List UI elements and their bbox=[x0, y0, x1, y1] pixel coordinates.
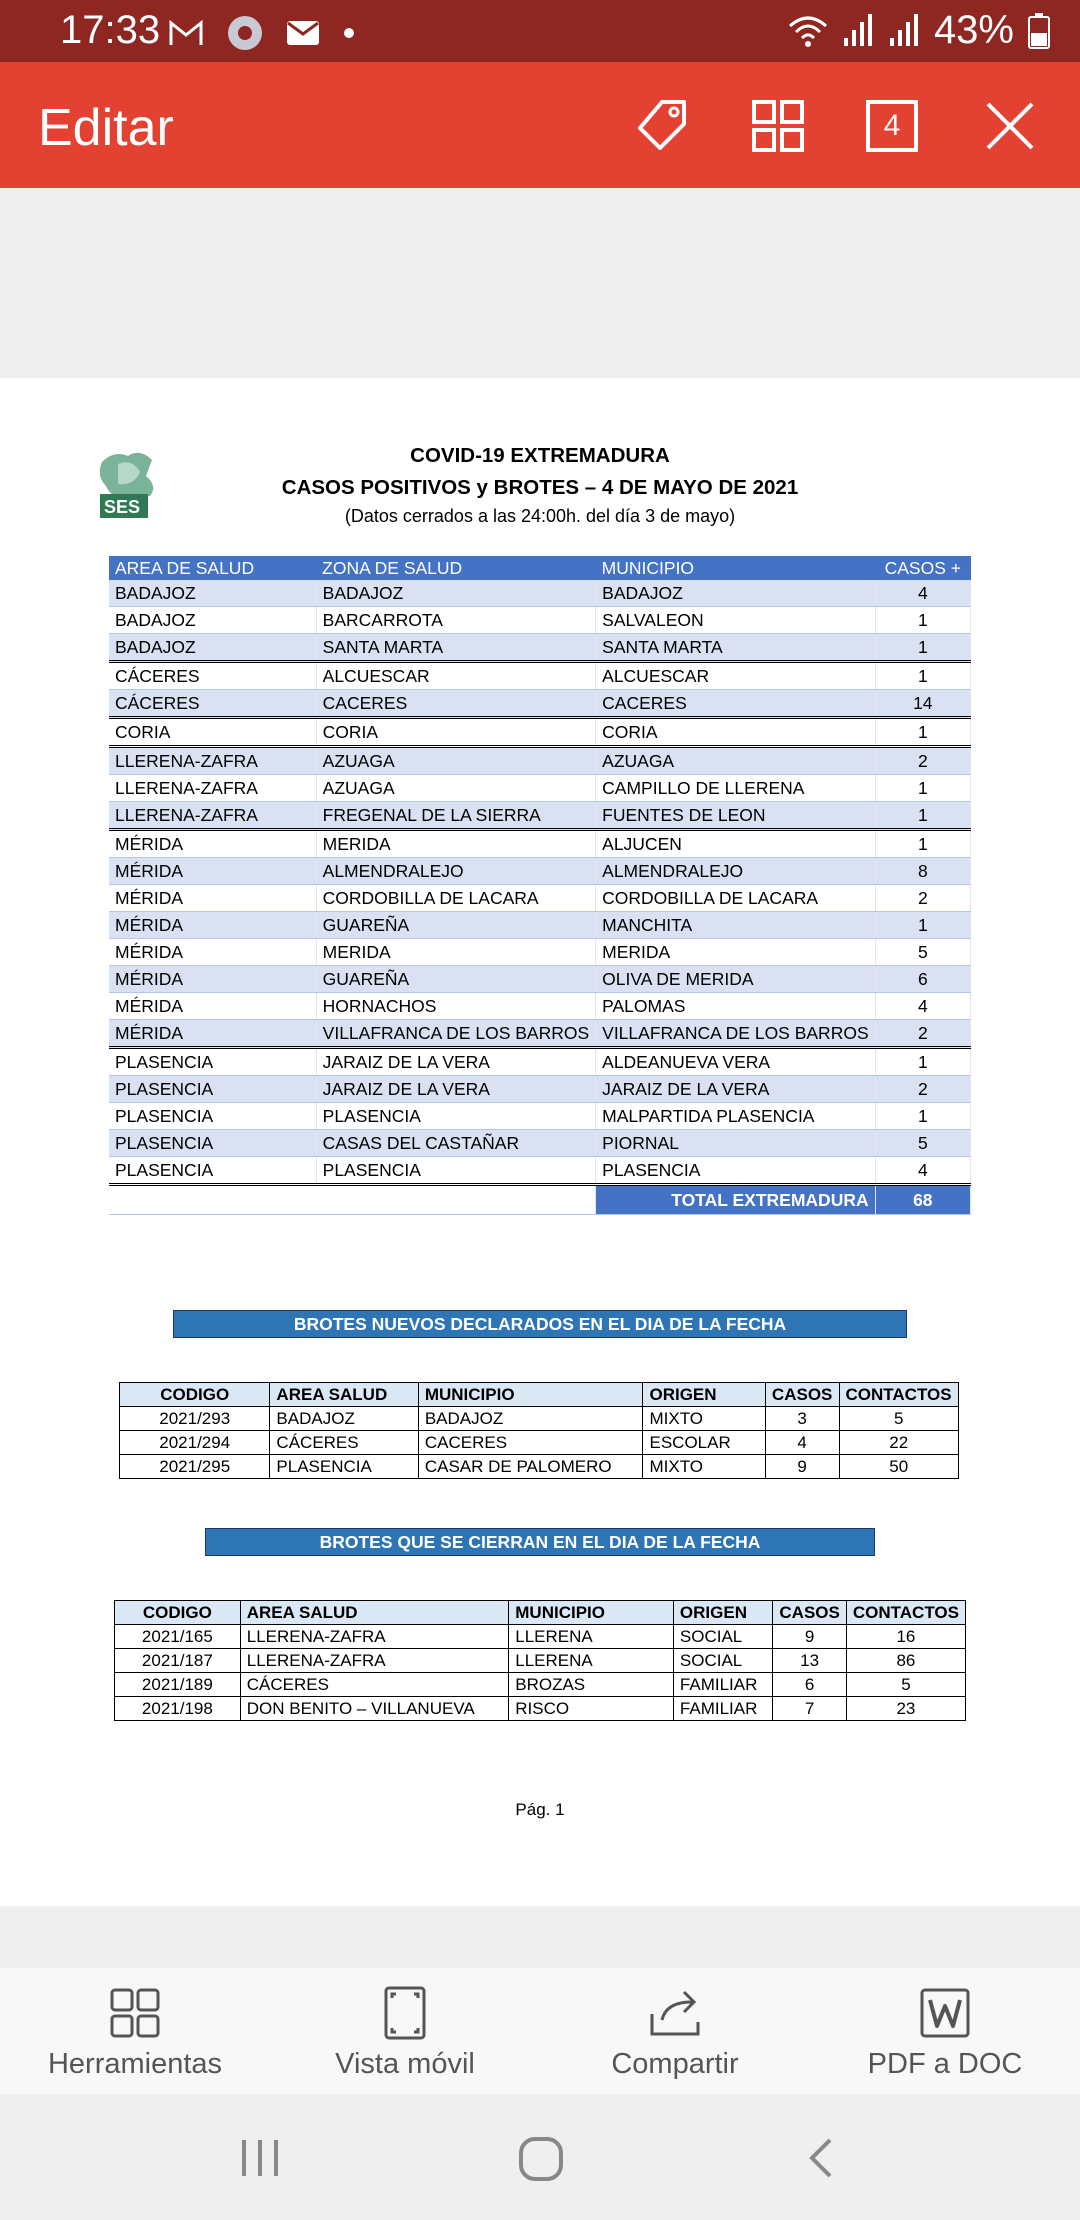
cases-cell: LLERENA-ZAFRA bbox=[109, 747, 316, 775]
table-row bbox=[109, 885, 971, 912]
cases-cell: JARAIZ DE LA VERA bbox=[316, 1076, 595, 1103]
outbreak-cell: MIXTO bbox=[643, 1455, 765, 1479]
new-outbreaks-table bbox=[119, 1382, 959, 1479]
pdf-to-doc-button[interactable] bbox=[810, 1986, 1080, 2081]
outbreak-header-cell: MUNICIPIO bbox=[418, 1383, 643, 1407]
cases-cell: MANCHITA bbox=[596, 912, 875, 939]
outbreak-cell: 2021/189 bbox=[115, 1673, 241, 1697]
outbreak-cell: 9 bbox=[765, 1455, 839, 1479]
outbreak-cell: 9 bbox=[773, 1625, 846, 1649]
table-row bbox=[109, 830, 971, 858]
cases-cell: 2 bbox=[875, 1020, 970, 1048]
cases-cell: MALPARTIDA PLASENCIA bbox=[596, 1103, 875, 1130]
cases-cell: CÁCERES bbox=[109, 690, 316, 718]
outbreak-header-cell: CODIGO bbox=[115, 1601, 241, 1625]
table-row bbox=[115, 1649, 966, 1673]
outbreak-cell: SOCIAL bbox=[673, 1625, 773, 1649]
cases-cell: FREGENAL DE LA SIERRA bbox=[316, 802, 595, 830]
cases-cell: SALVALEON bbox=[596, 607, 875, 634]
cases-cell: 1 bbox=[875, 775, 970, 802]
outbreak-cell: 22 bbox=[839, 1431, 959, 1455]
outbreak-cell: 2021/294 bbox=[120, 1431, 270, 1455]
table-row bbox=[109, 993, 971, 1020]
cases-cell: 2 bbox=[875, 885, 970, 912]
gmail-icon bbox=[168, 19, 204, 47]
cases-cell: 2 bbox=[875, 747, 970, 775]
cases-cell: 5 bbox=[875, 1130, 970, 1157]
table-row bbox=[109, 1103, 971, 1130]
cases-cell: PLASENCIA bbox=[109, 1048, 316, 1076]
home-icon[interactable] bbox=[518, 2136, 564, 2182]
cases-cell: 1 bbox=[875, 718, 970, 747]
total-value: 68 bbox=[875, 1185, 970, 1215]
outbreak-cell: 2021/187 bbox=[115, 1649, 241, 1673]
cases-cell: 1 bbox=[875, 607, 970, 634]
cases-cell: FUENTES DE LEON bbox=[596, 802, 875, 830]
outbreak-cell: 5 bbox=[846, 1673, 965, 1697]
cases-cell: 1 bbox=[875, 830, 970, 858]
cases-cell: PLASENCIA bbox=[109, 1157, 316, 1185]
closed-outbreaks-table bbox=[114, 1600, 966, 1721]
outbreak-cell: BROZAS bbox=[509, 1673, 674, 1697]
cases-cell: ALMENDRALEJO bbox=[596, 858, 875, 885]
cases-cell: MÉRIDA bbox=[109, 885, 316, 912]
cases-cell: 1 bbox=[875, 1048, 970, 1076]
outbreak-cell: 50 bbox=[839, 1455, 959, 1479]
outbreak-cell: LLERENA-ZAFRA bbox=[240, 1649, 509, 1673]
doc-title-line2: CASOS POSITIVOS y BROTES – 4 DE MAYO DE 2021 bbox=[281, 476, 799, 499]
cases-cell: 4 bbox=[875, 993, 970, 1020]
table-row bbox=[109, 1048, 971, 1076]
outbreak-cell: LLERENA bbox=[509, 1625, 674, 1649]
cases-cell: 2 bbox=[875, 1076, 970, 1103]
cases-cell: MERIDA bbox=[596, 939, 875, 966]
viewer-background-bottom bbox=[0, 1906, 1080, 1968]
total-label: TOTAL EXTREMADURA bbox=[596, 1185, 875, 1215]
outbreak-cell: 2021/295 bbox=[120, 1455, 270, 1479]
cases-cell: MÉRIDA bbox=[109, 858, 316, 885]
cases-cell: GUAREÑA bbox=[316, 966, 595, 993]
cases-cell: 1 bbox=[875, 802, 970, 830]
cases-cell: AZUAGA bbox=[596, 747, 875, 775]
wifi-icon bbox=[788, 14, 828, 48]
mobile-view-button[interactable] bbox=[270, 1986, 540, 2081]
outbreak-header-cell: CONTACTOS bbox=[839, 1383, 959, 1407]
cases-cell: 4 bbox=[875, 580, 970, 607]
document-page[interactable] bbox=[0, 378, 1080, 1906]
table-row bbox=[109, 580, 971, 607]
page-number: Pág. 1 bbox=[515, 1800, 565, 1819]
mobile-view-label: Vista móvil bbox=[335, 2048, 475, 2080]
cases-cell: 1 bbox=[875, 912, 970, 939]
word-icon bbox=[918, 1986, 972, 2040]
new-outbreaks-banner: BROTES NUEVOS DECLARADOS EN EL DIA DE LA FECHA bbox=[173, 1310, 907, 1338]
recent-apps-icon[interactable] bbox=[238, 2136, 282, 2180]
grid-view-icon[interactable] bbox=[748, 96, 808, 156]
outbreak-cell: BADAJOZ bbox=[270, 1407, 418, 1431]
outbreak-cell: PLASENCIA bbox=[270, 1455, 418, 1479]
cases-cell: PLASENCIA bbox=[316, 1103, 595, 1130]
status-time: 17:33 bbox=[60, 8, 161, 52]
cases-cell: 6 bbox=[875, 966, 970, 993]
doc-title-line1: COVID-19 EXTREMADURA bbox=[410, 444, 670, 467]
outbreak-cell: BADAJOZ bbox=[418, 1407, 643, 1431]
table-row bbox=[109, 607, 971, 634]
cases-cell: 1 bbox=[875, 634, 970, 662]
closed-outbreaks-banner: BROTES QUE SE CIERRAN EN EL DIA DE LA FECHA bbox=[205, 1528, 875, 1556]
table-row bbox=[109, 1076, 971, 1103]
page-count-icon[interactable] bbox=[866, 100, 918, 152]
table-row bbox=[120, 1407, 959, 1431]
signal-icon bbox=[842, 14, 874, 48]
cases-cell: 14 bbox=[875, 690, 970, 718]
outbreak-cell: 7 bbox=[773, 1697, 846, 1721]
cases-cell: 4 bbox=[875, 1157, 970, 1185]
cases-cell: MÉRIDA bbox=[109, 966, 316, 993]
outbreak-cell: 3 bbox=[765, 1407, 839, 1431]
new-outbreaks-header bbox=[120, 1383, 959, 1407]
outbreak-cell: CASAR DE PALOMERO bbox=[418, 1455, 643, 1479]
table-row bbox=[109, 718, 971, 747]
cases-cell: MÉRIDA bbox=[109, 912, 316, 939]
cases-cell: PLASENCIA bbox=[109, 1103, 316, 1130]
outbreak-cell: CACERES bbox=[418, 1431, 643, 1455]
cases-cell: MÉRIDA bbox=[109, 993, 316, 1020]
close-icon[interactable] bbox=[980, 96, 1040, 156]
table-row bbox=[109, 858, 971, 885]
outbreak-cell: 86 bbox=[846, 1649, 965, 1673]
cases-cell: ALCUESCAR bbox=[316, 662, 595, 690]
outbreak-header-cell: CONTACTOS bbox=[846, 1601, 965, 1625]
outbreak-cell: 23 bbox=[846, 1697, 965, 1721]
cases-cell: CORIA bbox=[316, 718, 595, 747]
outbreak-cell: 4 bbox=[765, 1431, 839, 1455]
cases-cell: VILLAFRANCA DE LOS BARROS bbox=[596, 1020, 875, 1048]
table-row bbox=[120, 1431, 959, 1455]
outbreak-cell: LLERENA-ZAFRA bbox=[240, 1625, 509, 1649]
cases-cell: GUAREÑA bbox=[316, 912, 595, 939]
wifi-calling-icon bbox=[226, 14, 264, 52]
table-row bbox=[115, 1673, 966, 1697]
cases-cell: AZUAGA bbox=[316, 747, 595, 775]
cases-cell: MERIDA bbox=[316, 939, 595, 966]
cases-header-cell: AREA DE SALUD bbox=[109, 556, 316, 580]
outbreak-cell: 6 bbox=[773, 1673, 846, 1697]
cases-cell: ALMENDRALEJO bbox=[316, 858, 595, 885]
outbreak-cell: 2021/293 bbox=[120, 1407, 270, 1431]
total-empty-cell bbox=[109, 1185, 596, 1215]
total-row bbox=[109, 1185, 971, 1215]
table-row bbox=[115, 1697, 966, 1721]
outbreak-cell: SOCIAL bbox=[673, 1649, 773, 1673]
cases-header-cell: ZONA DE SALUD bbox=[316, 556, 595, 580]
tools-label: Herramientas bbox=[47, 2048, 223, 2080]
cases-table bbox=[109, 556, 971, 1215]
cases-cell: VILLAFRANCA DE LOS BARROS bbox=[316, 1020, 595, 1048]
table-row bbox=[109, 1157, 971, 1185]
cases-cell: JARAIZ DE LA VERA bbox=[596, 1076, 875, 1103]
outbreak-cell: FAMILIAR bbox=[673, 1673, 773, 1697]
outbreak-cell: CÁCERES bbox=[270, 1431, 418, 1455]
cases-cell: CASAS DEL CASTAÑAR bbox=[316, 1130, 595, 1157]
tools-button[interactable] bbox=[0, 1986, 270, 2081]
cases-cell: OLIVA DE MERIDA bbox=[596, 966, 875, 993]
tag-icon[interactable] bbox=[632, 96, 692, 156]
cases-cell: BADAJOZ bbox=[596, 580, 875, 607]
navigation-bar bbox=[0, 2094, 1080, 2220]
share-button[interactable] bbox=[540, 1986, 810, 2081]
cases-cell: 1 bbox=[875, 662, 970, 690]
battery-level: 43% bbox=[933, 8, 1014, 52]
cases-cell: CORDOBILLA DE LACARA bbox=[316, 885, 595, 912]
table-row bbox=[109, 690, 971, 718]
cases-cell: ALJUCEN bbox=[596, 830, 875, 858]
table-row bbox=[109, 1020, 971, 1048]
outbreak-header-cell: AREA SALUD bbox=[240, 1601, 509, 1625]
outbreak-cell: 16 bbox=[846, 1625, 965, 1649]
outbreak-header-cell: ORIGEN bbox=[673, 1601, 773, 1625]
cases-cell: MERIDA bbox=[316, 830, 595, 858]
table-row bbox=[109, 747, 971, 775]
app-title: Editar bbox=[38, 99, 174, 157]
mobile-view-icon bbox=[378, 1986, 432, 2040]
outbreak-cell: LLERENA bbox=[509, 1649, 674, 1673]
cases-cell: PIORNAL bbox=[596, 1130, 875, 1157]
outbreak-cell: MIXTO bbox=[643, 1407, 765, 1431]
outbreak-cell: 13 bbox=[773, 1649, 846, 1673]
cases-cell: CACERES bbox=[316, 690, 595, 718]
outbreak-header-cell: ORIGEN bbox=[643, 1383, 765, 1407]
cases-cell: BARCARROTA bbox=[316, 607, 595, 634]
cases-cell: CORIA bbox=[109, 718, 316, 747]
cases-header-cell: CASOS + bbox=[875, 556, 970, 580]
signal-icon bbox=[888, 14, 920, 48]
cases-cell: PALOMAS bbox=[596, 993, 875, 1020]
tools-icon bbox=[108, 1986, 162, 2040]
outbreak-cell: 5 bbox=[839, 1407, 959, 1431]
table-row bbox=[109, 634, 971, 662]
table-row bbox=[109, 775, 971, 802]
cases-cell: MÉRIDA bbox=[109, 1020, 316, 1048]
cases-cell: PLASENCIA bbox=[316, 1157, 595, 1185]
pdf-to-doc-label: PDF a DOC bbox=[867, 2048, 1023, 2080]
cases-cell: CORDOBILLA DE LACARA bbox=[596, 885, 875, 912]
viewer-background bbox=[0, 188, 1080, 378]
dot-icon bbox=[342, 26, 356, 40]
outbreak-header-cell: CASOS bbox=[773, 1601, 846, 1625]
share-label: Compartir bbox=[611, 2048, 739, 2080]
table-row bbox=[109, 1130, 971, 1157]
table-row bbox=[120, 1455, 959, 1479]
cases-cell: JARAIZ DE LA VERA bbox=[316, 1048, 595, 1076]
table-row bbox=[109, 966, 971, 993]
cases-cell: ALDEANUEVA VERA bbox=[596, 1048, 875, 1076]
outbreak-header-cell: CASOS bbox=[765, 1383, 839, 1407]
outbreak-cell: 2021/198 bbox=[115, 1697, 241, 1721]
logo-text: SES bbox=[104, 497, 141, 517]
cases-cell: SANTA MARTA bbox=[316, 634, 595, 662]
cases-cell: CÁCERES bbox=[109, 662, 316, 690]
share-icon bbox=[648, 1986, 702, 2040]
table-row bbox=[109, 662, 971, 690]
cases-header-cell: MUNICIPIO bbox=[596, 556, 875, 580]
back-icon[interactable] bbox=[804, 2136, 838, 2180]
cases-cell: HORNACHOS bbox=[316, 993, 595, 1020]
cases-cell: LLERENA-ZAFRA bbox=[109, 802, 316, 830]
app-bar bbox=[0, 62, 1080, 188]
cases-cell: BADAJOZ bbox=[109, 634, 316, 662]
outbreak-header-cell: AREA SALUD bbox=[270, 1383, 418, 1407]
cases-cell: PLASENCIA bbox=[109, 1130, 316, 1157]
cases-cell: PLASENCIA bbox=[109, 1076, 316, 1103]
battery-icon bbox=[1028, 13, 1050, 49]
status-bar bbox=[0, 0, 1080, 62]
outbreak-cell: ESCOLAR bbox=[643, 1431, 765, 1455]
cases-cell: LLERENA-ZAFRA bbox=[109, 775, 316, 802]
cases-cell: BADAJOZ bbox=[316, 580, 595, 607]
doc-subtitle: (Datos cerrados a las 24:00h. del día 3 de mayo) bbox=[344, 506, 736, 526]
cases-cell: PLASENCIA bbox=[596, 1157, 875, 1185]
cases-cell: CORIA bbox=[596, 718, 875, 747]
cases-cell: MÉRIDA bbox=[109, 830, 316, 858]
outbreak-cell: RISCO bbox=[509, 1697, 674, 1721]
outbreak-cell: CÁCERES bbox=[240, 1673, 509, 1697]
cases-table-header bbox=[109, 556, 971, 580]
table-row bbox=[115, 1625, 966, 1649]
bottom-toolbar bbox=[0, 1968, 1080, 2094]
cases-cell: CACERES bbox=[596, 690, 875, 718]
closed-outbreaks-header bbox=[115, 1601, 966, 1625]
table-row bbox=[109, 912, 971, 939]
cases-cell: 5 bbox=[875, 939, 970, 966]
outbreak-cell: DON BENITO – VILLANUEVA bbox=[240, 1697, 509, 1721]
cases-cell: 1 bbox=[875, 1103, 970, 1130]
outbreak-cell: FAMILIAR bbox=[673, 1697, 773, 1721]
page-count: 4 bbox=[883, 109, 901, 142]
cases-cell: SANTA MARTA bbox=[596, 634, 875, 662]
cases-cell: 8 bbox=[875, 858, 970, 885]
cases-cell: ALCUESCAR bbox=[596, 662, 875, 690]
cases-cell: CAMPILLO DE LLERENA bbox=[596, 775, 875, 802]
outbreak-cell: 2021/165 bbox=[115, 1625, 241, 1649]
email-icon bbox=[286, 20, 320, 46]
cases-cell: MÉRIDA bbox=[109, 939, 316, 966]
cases-cell: AZUAGA bbox=[316, 775, 595, 802]
outbreak-header-cell: MUNICIPIO bbox=[509, 1601, 674, 1625]
outbreak-header-cell: CODIGO bbox=[120, 1383, 270, 1407]
table-row bbox=[109, 939, 971, 966]
cases-cell: BADAJOZ bbox=[109, 580, 316, 607]
table-row bbox=[109, 802, 971, 830]
cases-cell: BADAJOZ bbox=[109, 607, 316, 634]
